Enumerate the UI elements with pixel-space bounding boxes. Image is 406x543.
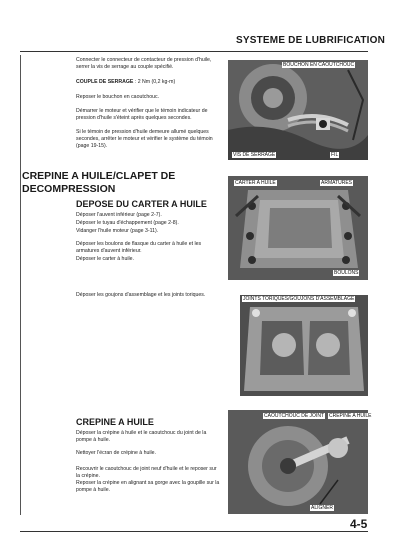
- fig4-label-align: ALIGNER: [311, 505, 333, 511]
- torque-spec: [76, 79, 222, 86]
- section-title: CREPINE A HUILE/CLAPET DE DECOMPRESSION: [22, 170, 176, 195]
- figure-1-illustration: [228, 60, 368, 160]
- intro-paragraph-2: Reposer le bouchon en caoutchouc.: [76, 94, 160, 100]
- figure-dowels-orings: [240, 295, 368, 396]
- fig1-label-screw: VIS DE SERRAGE: [233, 152, 276, 158]
- footer-rule: [20, 531, 368, 532]
- intro-paragraph-4: Si le témoin de pression d'huile demeure allumé quelques secondes, arrêter le moteur et vérifier le système du témoin (page 19-15).: [76, 129, 213, 149]
- depose-title: DEPOSE DU CARTER A HUILE: [76, 199, 207, 209]
- figure-2-illustration: [228, 176, 368, 280]
- torque-value: : 2 Nm (0,2 kg-m): [134, 79, 176, 85]
- depose-step-2: Déposer le tuyau d'échappement (page 2-8).: [76, 220, 179, 226]
- fig2-label-bolts: BOULONS: [334, 270, 359, 276]
- figure-oil-pan: [228, 176, 368, 280]
- margin-rule: [20, 55, 21, 515]
- header-rule: [20, 51, 368, 52]
- figure-oil-pressure-switch: [228, 60, 368, 160]
- crepine-step-1: Déposer la crépine à huile et le caoutchouc du joint de la pompe à huile.: [76, 430, 207, 443]
- figure-4-illustration: [228, 410, 368, 514]
- fig2-label-brackets: ARMATURES: [321, 180, 353, 186]
- crepine-step-4: Reposer la crépine en alignant sa gorge avec la goupille sur la pompe à huile.: [76, 480, 220, 493]
- depose-step-1: Déposer l'auvent inférieur (page 2-7).: [76, 212, 162, 218]
- fig1-label-wire: FIL: [331, 152, 339, 158]
- crepine-step-2: Nettoyer l'écran de crépine à huile.: [76, 450, 157, 456]
- page-number: 4-5: [350, 517, 368, 531]
- intro-paragraph-3: Démarrer le moteur et vérifier que le témoin indicateur de pression d'huile s'éteint après quelques secondes.: [76, 108, 208, 121]
- figure-3-illustration: [240, 295, 368, 396]
- figure-oil-strainer: [228, 410, 368, 514]
- fig4-label-seal: CAOUTCHOUC DE JOINT: [264, 413, 324, 419]
- crepine-title: CREPINE A HUILE: [76, 417, 154, 427]
- fig2-label-oil-pan: CARTER A HUILE: [235, 180, 276, 186]
- depose-step-6: Déposer les goujons d'assemblage et les joints toriques.: [76, 292, 206, 298]
- fig4-label-strainer: CREPINE A HUILE: [329, 413, 372, 419]
- depose-step-5: Déposer le carter à huile.: [76, 256, 134, 262]
- fig3-label-dowels: JOINTS TORIQUES/GOUJONS D'ASSEMBLAGE: [243, 296, 355, 302]
- page-header-title: SYSTEME DE LUBRIFICATION: [236, 35, 386, 46]
- intro-paragraph-1: Connecter le connecteur de contacteur de pression d'huile, serrer la vis de serrage au couple spécifié.: [76, 57, 212, 70]
- depose-step-4: Déposer les boulons de flasque du carter à huile et les armatures d'auvent inférieur.: [76, 241, 202, 254]
- fig1-label-rubber-cap: BOUCHON EN CAOUTCHOUC: [283, 62, 355, 68]
- crepine-step-3: Recouvrir le caoutchouc de joint neuf d'huile et le reposer sur la crépine.: [76, 466, 217, 479]
- depose-step-3: Vidanger l'huile moteur (page 3-11).: [76, 228, 159, 234]
- torque-label: COUPLE DE SERRAGE: [76, 79, 134, 85]
